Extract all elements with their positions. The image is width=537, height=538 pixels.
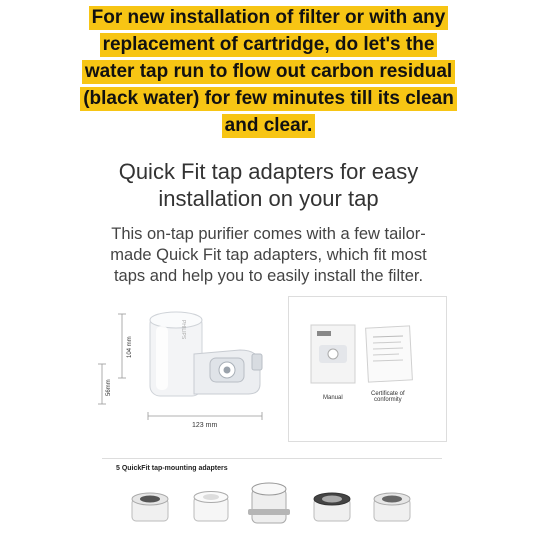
section-headline bbox=[0, 158, 537, 212]
notice-line-4: (black water) for few minutes till its clean bbox=[80, 87, 457, 111]
notice-line-5: and clear. bbox=[222, 114, 316, 138]
headline-line-1: Quick Fit tap adapters for easy bbox=[118, 159, 419, 184]
width-dimension-label: 123 mm bbox=[192, 422, 218, 429]
product-dimension-figure bbox=[90, 300, 290, 440]
certificate-label bbox=[371, 391, 405, 403]
description-line-2: made Quick Fit tap adapters, which fit most bbox=[110, 246, 427, 264]
certificate-label-line-2: conformity bbox=[374, 397, 402, 403]
headline-line-2: installation on your tap bbox=[158, 186, 379, 211]
adapter-2 bbox=[194, 492, 228, 522]
certificate-label-line-1: Certificate of bbox=[371, 391, 405, 397]
description-line-1: This on-tap purifier comes with a few tailor- bbox=[111, 225, 426, 243]
description-line-3: taps and help you to easily install the filter. bbox=[113, 267, 424, 285]
adapters-illustration bbox=[102, 459, 442, 538]
manual-label: Manual bbox=[323, 395, 343, 401]
brand-mark: PHILIPS bbox=[180, 320, 186, 340]
installation-notice bbox=[0, 6, 537, 141]
notice-line-3: water tap run to flow out carbon residual bbox=[82, 60, 455, 84]
adapters-panel bbox=[102, 458, 442, 538]
adapter-4 bbox=[314, 493, 350, 521]
notice-line-1: For new installation of filter or with any bbox=[89, 6, 449, 30]
height-dimension-label: 104 mm bbox=[127, 336, 133, 358]
package-contents-panel bbox=[288, 296, 447, 442]
adapters-title: 5 QuickFit tap-mounting adapters bbox=[116, 465, 228, 472]
notice-line-2: replacement of cartridge, do let's the bbox=[100, 33, 438, 57]
adapter-3 bbox=[248, 483, 290, 523]
filter-illustration bbox=[90, 300, 290, 440]
base-dimension-label: 56mm bbox=[106, 379, 112, 396]
package-illustration bbox=[289, 297, 446, 441]
adapter-1 bbox=[132, 493, 168, 521]
adapter-5 bbox=[374, 493, 410, 521]
section-description bbox=[0, 224, 537, 287]
